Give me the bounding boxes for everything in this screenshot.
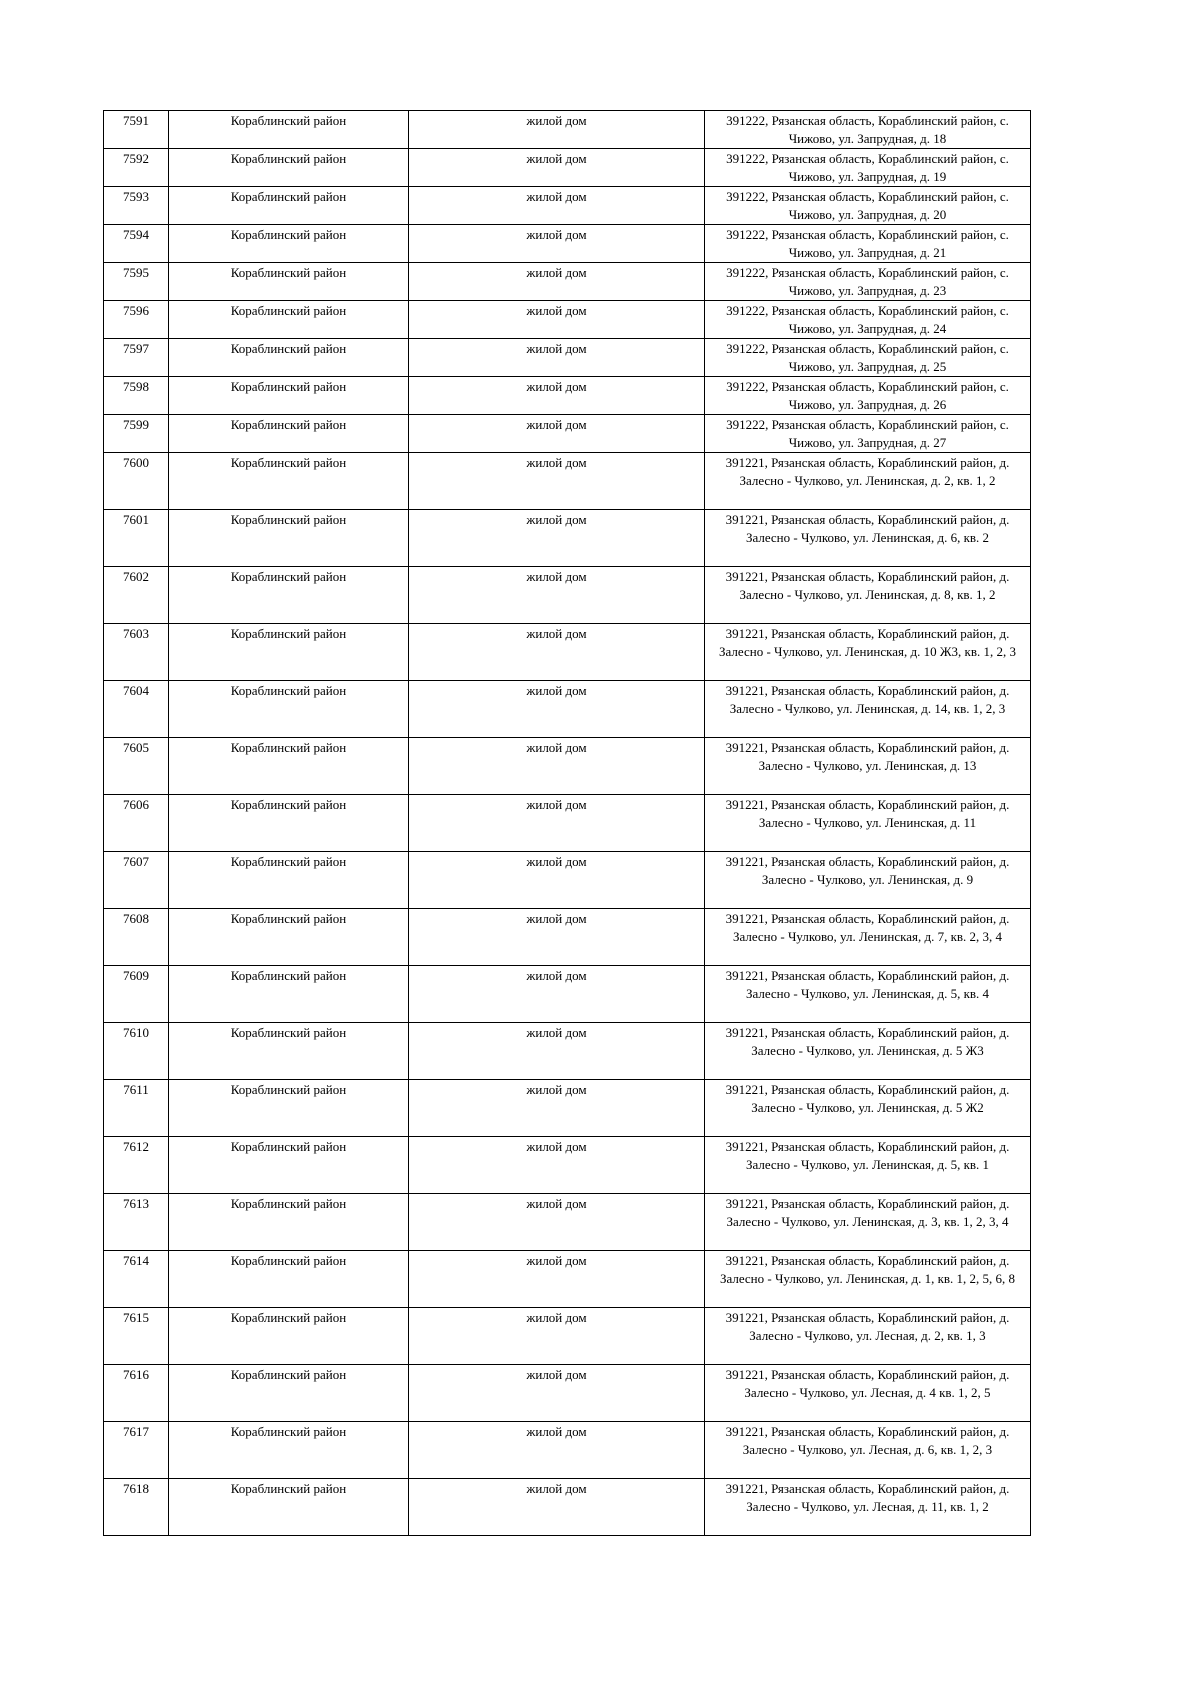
- table-row: [104, 1308, 1031, 1365]
- address-cell: 391221, Рязанская область, Кораблинский район, д. Залесно - Чулково, ул. Ленинская, д. 2, кв. 1, 2: [705, 453, 1031, 510]
- address-cell: 391221, Рязанская область, Кораблинский район, д. Залесно - Чулково, ул. Ленинская, д. 5 Ж2: [705, 1080, 1031, 1137]
- object-type-cell: жилой дом: [409, 567, 705, 624]
- object-type-cell: жилой дом: [409, 111, 705, 149]
- district-cell: Кораблинский район: [169, 510, 409, 567]
- row-number-cell: 7596: [104, 301, 169, 339]
- row-number-cell: 7614: [104, 1251, 169, 1308]
- address-cell: 391221, Рязанская область, Кораблинский район, д. Залесно - Чулково, ул. Ленинская, д. 9: [705, 852, 1031, 909]
- address-cell: 391222, Рязанская область, Кораблинский район, с. Чижово, ул. Запрудная, д. 24: [705, 301, 1031, 339]
- district-cell: Кораблинский район: [169, 453, 409, 510]
- address-cell: 391221, Рязанская область, Кораблинский район, д. Залесно - Чулково, ул. Лесная, д. 2, кв. 1, 3: [705, 1308, 1031, 1365]
- object-type-cell: жилой дом: [409, 510, 705, 567]
- row-number-cell: 7607: [104, 852, 169, 909]
- district-cell: Кораблинский район: [169, 1137, 409, 1194]
- row-number-cell: 7598: [104, 377, 169, 415]
- object-type-cell: жилой дом: [409, 1422, 705, 1479]
- table-row: [104, 681, 1031, 738]
- row-number-cell: 7595: [104, 263, 169, 301]
- table-body: [104, 111, 1031, 1536]
- object-type-cell: жилой дом: [409, 852, 705, 909]
- district-cell: Кораблинский район: [169, 1023, 409, 1080]
- table-row: [104, 1479, 1031, 1536]
- row-number-cell: 7618: [104, 1479, 169, 1536]
- table-row: [104, 1365, 1031, 1422]
- object-type-cell: жилой дом: [409, 1023, 705, 1080]
- address-cell: 391222, Рязанская область, Кораблинский район, с. Чижово, ул. Запрудная, д. 27: [705, 415, 1031, 453]
- address-cell: 391221, Рязанская область, Кораблинский район, д. Залесно - Чулково, ул. Ленинская, д. 11: [705, 795, 1031, 852]
- address-cell: 391221, Рязанская область, Кораблинский район, д. Залесно - Чулково, ул. Лесная, д. 4 кв. 1, 2, 5: [705, 1365, 1031, 1422]
- district-cell: Кораблинский район: [169, 1479, 409, 1536]
- object-type-cell: жилой дом: [409, 795, 705, 852]
- district-cell: Кораблинский район: [169, 225, 409, 263]
- object-type-cell: жилой дом: [409, 1479, 705, 1536]
- row-number-cell: 7604: [104, 681, 169, 738]
- object-type-cell: жилой дом: [409, 1251, 705, 1308]
- district-cell: Кораблинский район: [169, 1422, 409, 1479]
- object-type-cell: жилой дом: [409, 909, 705, 966]
- table-row: [104, 1023, 1031, 1080]
- address-cell: 391221, Рязанская область, Кораблинский район, д. Залесно - Чулково, ул. Ленинская, д. 3, кв. 1, 2, 3, 4: [705, 1194, 1031, 1251]
- object-type-cell: жилой дом: [409, 738, 705, 795]
- district-cell: Кораблинский район: [169, 567, 409, 624]
- table-row: [104, 852, 1031, 909]
- row-number-cell: 7612: [104, 1137, 169, 1194]
- table-row: [104, 301, 1031, 339]
- table-row: [104, 187, 1031, 225]
- district-cell: Кораблинский район: [169, 1080, 409, 1137]
- row-number-cell: 7605: [104, 738, 169, 795]
- district-cell: Кораблинский район: [169, 301, 409, 339]
- row-number-cell: 7593: [104, 187, 169, 225]
- address-cell: 391221, Рязанская область, Кораблинский район, д. Залесно - Чулково, ул. Ленинская, д. 1, кв. 1, 2, 5, 6, 8: [705, 1251, 1031, 1308]
- object-type-cell: жилой дом: [409, 301, 705, 339]
- address-cell: 391222, Рязанская область, Кораблинский район, с. Чижово, ул. Запрудная, д. 26: [705, 377, 1031, 415]
- table-row: [104, 567, 1031, 624]
- table-row: [104, 909, 1031, 966]
- object-type-cell: жилой дом: [409, 339, 705, 377]
- row-number-cell: 7602: [104, 567, 169, 624]
- district-cell: Кораблинский район: [169, 852, 409, 909]
- district-cell: Кораблинский район: [169, 263, 409, 301]
- row-number-cell: 7592: [104, 149, 169, 187]
- address-cell: 391222, Рязанская область, Кораблинский район, с. Чижово, ул. Запрудная, д. 21: [705, 225, 1031, 263]
- address-cell: 391222, Рязанская область, Кораблинский район, с. Чижово, ул. Запрудная, д. 19: [705, 149, 1031, 187]
- district-cell: Кораблинский район: [169, 1365, 409, 1422]
- table-row: [104, 624, 1031, 681]
- row-number-cell: 7591: [104, 111, 169, 149]
- address-cell: 391221, Рязанская область, Кораблинский район, д. Залесно - Чулково, ул. Ленинская, д. 5, кв. 4: [705, 966, 1031, 1023]
- table-row: [104, 795, 1031, 852]
- district-cell: Кораблинский район: [169, 738, 409, 795]
- table-row: [104, 415, 1031, 453]
- housing-registry-table: [103, 110, 1031, 1536]
- row-number-cell: 7616: [104, 1365, 169, 1422]
- row-number-cell: 7594: [104, 225, 169, 263]
- object-type-cell: жилой дом: [409, 377, 705, 415]
- table-row: [104, 453, 1031, 510]
- table-row: [104, 510, 1031, 567]
- object-type-cell: жилой дом: [409, 1137, 705, 1194]
- table-row: [104, 339, 1031, 377]
- table-row: [104, 225, 1031, 263]
- district-cell: Кораблинский район: [169, 681, 409, 738]
- table-row: [104, 1137, 1031, 1194]
- row-number-cell: 7610: [104, 1023, 169, 1080]
- row-number-cell: 7599: [104, 415, 169, 453]
- address-cell: 391221, Рязанская область, Кораблинский район, д. Залесно - Чулково, ул. Ленинская, д. 6, кв. 2: [705, 510, 1031, 567]
- district-cell: Кораблинский район: [169, 909, 409, 966]
- table-row: [104, 738, 1031, 795]
- table-row: [104, 1422, 1031, 1479]
- address-cell: 391222, Рязанская область, Кораблинский район, с. Чижово, ул. Запрудная, д. 25: [705, 339, 1031, 377]
- object-type-cell: жилой дом: [409, 415, 705, 453]
- object-type-cell: жилой дом: [409, 966, 705, 1023]
- address-cell: 391221, Рязанская область, Кораблинский район, д. Залесно - Чулково, ул. Ленинская, д. 13: [705, 738, 1031, 795]
- object-type-cell: жилой дом: [409, 1080, 705, 1137]
- address-cell: 391221, Рязанская область, Кораблинский район, д. Залесно - Чулково, ул. Ленинская, д. 5 Ж3: [705, 1023, 1031, 1080]
- address-cell: 391222, Рязанская область, Кораблинский район, с. Чижово, ул. Запрудная, д. 20: [705, 187, 1031, 225]
- table-row: [104, 966, 1031, 1023]
- district-cell: Кораблинский район: [169, 415, 409, 453]
- row-number-cell: 7613: [104, 1194, 169, 1251]
- object-type-cell: жилой дом: [409, 681, 705, 738]
- table-row: [104, 111, 1031, 149]
- district-cell: Кораблинский район: [169, 966, 409, 1023]
- object-type-cell: жилой дом: [409, 1194, 705, 1251]
- object-type-cell: жилой дом: [409, 1365, 705, 1422]
- table-row: [104, 149, 1031, 187]
- table-row: [104, 1194, 1031, 1251]
- district-cell: Кораблинский район: [169, 187, 409, 225]
- row-number-cell: 7617: [104, 1422, 169, 1479]
- district-cell: Кораблинский район: [169, 377, 409, 415]
- object-type-cell: жилой дом: [409, 225, 705, 263]
- address-cell: 391221, Рязанская область, Кораблинский район, д. Залесно - Чулково, ул. Ленинская, д. 7, кв. 2, 3, 4: [705, 909, 1031, 966]
- address-cell: 391221, Рязанская область, Кораблинский район, д. Залесно - Чулково, ул. Ленинская, д. 10 Ж3, кв. 1, 2, 3: [705, 624, 1031, 681]
- object-type-cell: жилой дом: [409, 187, 705, 225]
- row-number-cell: 7597: [104, 339, 169, 377]
- table-row: [104, 1080, 1031, 1137]
- table-row: [104, 1251, 1031, 1308]
- district-cell: Кораблинский район: [169, 1194, 409, 1251]
- object-type-cell: жилой дом: [409, 1308, 705, 1365]
- district-cell: Кораблинский район: [169, 795, 409, 852]
- row-number-cell: 7608: [104, 909, 169, 966]
- table-row: [104, 263, 1031, 301]
- address-cell: 391221, Рязанская область, Кораблинский район, д. Залесно - Чулково, ул. Ленинская, д. 5, кв. 1: [705, 1137, 1031, 1194]
- district-cell: Кораблинский район: [169, 1251, 409, 1308]
- district-cell: Кораблинский район: [169, 339, 409, 377]
- address-cell: 391222, Рязанская область, Кораблинский район, с. Чижово, ул. Запрудная, д. 23: [705, 263, 1031, 301]
- row-number-cell: 7601: [104, 510, 169, 567]
- district-cell: Кораблинский район: [169, 111, 409, 149]
- address-cell: 391221, Рязанская область, Кораблинский район, д. Залесно - Чулково, ул. Ленинская, д. 14, кв. 1, 2, 3: [705, 681, 1031, 738]
- row-number-cell: 7606: [104, 795, 169, 852]
- object-type-cell: жилой дом: [409, 263, 705, 301]
- address-cell: 391221, Рязанская область, Кораблинский район, д. Залесно - Чулково, ул. Лесная, д. 11, кв. 1, 2: [705, 1479, 1031, 1536]
- row-number-cell: 7609: [104, 966, 169, 1023]
- district-cell: Кораблинский район: [169, 1308, 409, 1365]
- object-type-cell: жилой дом: [409, 453, 705, 510]
- district-cell: Кораблинский район: [169, 149, 409, 187]
- address-cell: 391221, Рязанская область, Кораблинский район, д. Залесно - Чулково, ул. Лесная, д. 6, кв. 1, 2, 3: [705, 1422, 1031, 1479]
- address-cell: 391221, Рязанская область, Кораблинский район, д. Залесно - Чулково, ул. Ленинская, д. 8, кв. 1, 2: [705, 567, 1031, 624]
- row-number-cell: 7603: [104, 624, 169, 681]
- table-row: [104, 377, 1031, 415]
- district-cell: Кораблинский район: [169, 624, 409, 681]
- row-number-cell: 7611: [104, 1080, 169, 1137]
- address-cell: 391222, Рязанская область, Кораблинский район, с. Чижово, ул. Запрудная, д. 18: [705, 111, 1031, 149]
- object-type-cell: жилой дом: [409, 149, 705, 187]
- row-number-cell: 7600: [104, 453, 169, 510]
- object-type-cell: жилой дом: [409, 624, 705, 681]
- row-number-cell: 7615: [104, 1308, 169, 1365]
